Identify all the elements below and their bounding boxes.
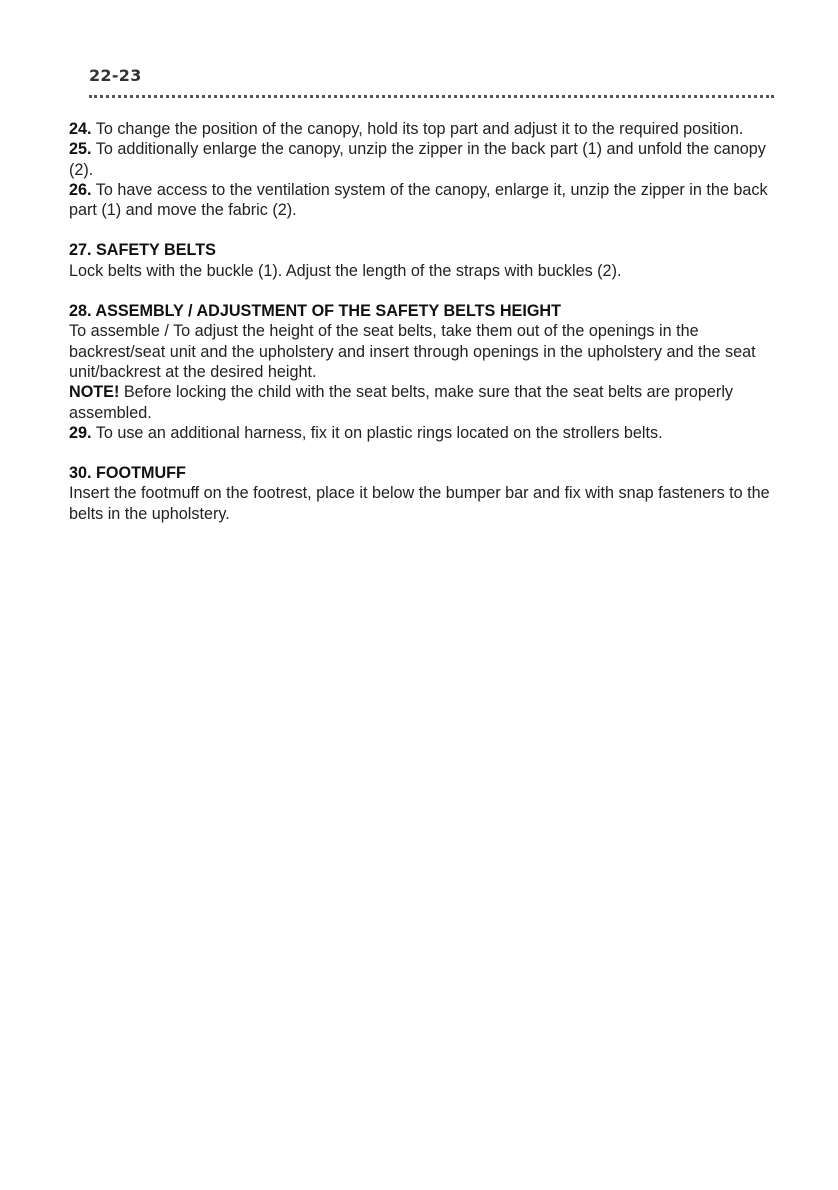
step-number: 24. <box>69 120 92 138</box>
section-safety-belts <box>69 240 787 281</box>
note-label: NOTE! <box>69 383 120 402</box>
section-title: 30. FOOTMUFF <box>69 464 186 483</box>
section-footmuff <box>69 463 787 524</box>
section-text: Lock belts with the buckle (1). Adjust the length of the straps with buckles (2). <box>69 261 622 280</box>
section-assembly <box>69 301 787 443</box>
step-text: To additionally enlarge the canopy, unzip the zipper in the back part (1) and unfold the canopy (2). <box>69 140 766 179</box>
section-title: 27. SAFETY BELTS <box>69 241 216 260</box>
step-26 <box>69 180 787 221</box>
step-text: To have access to the ventilation system of the canopy, enlarge it, unzip the zipper in the back part (1) and move the fabric (2). <box>69 180 768 220</box>
step-number: 29. <box>69 423 92 442</box>
note-text: Before locking the child with the seat belts, make sure that the seat belts are properly assembled. <box>69 383 734 422</box>
step-text: To change the position of the canopy, hold its top part and adjust it to the required position. <box>95 120 744 138</box>
step-number: 26. <box>69 180 92 199</box>
step-text: To use an additional harness, fix it on plastic rings located on the strollers belts. <box>95 423 663 442</box>
step-29 <box>69 423 787 443</box>
section-text: To assemble / To adjust the height of the seat belts, take them out of the openings in the backrest/seat unit and the upholstery and insert through openings in the upholstery and the seat unit/backrest at the desired height. <box>69 322 756 381</box>
step-number: 25. <box>69 140 92 159</box>
step-25 <box>69 139 787 180</box>
page-number: 22-23 <box>89 66 142 85</box>
section-title: 28. ASSEMBLY / ADJUSTMENT OF THE SAFETY BELTS HEIGHT <box>69 302 561 321</box>
note-paragraph <box>69 382 787 423</box>
instructions-body <box>69 119 787 524</box>
step-24 <box>69 119 787 139</box>
dotted-divider <box>89 95 774 98</box>
section-text: Insert the footmuff on the footrest, place it below the bumper bar and fix with snap fasteners to the belts in the upholstery. <box>69 484 770 523</box>
